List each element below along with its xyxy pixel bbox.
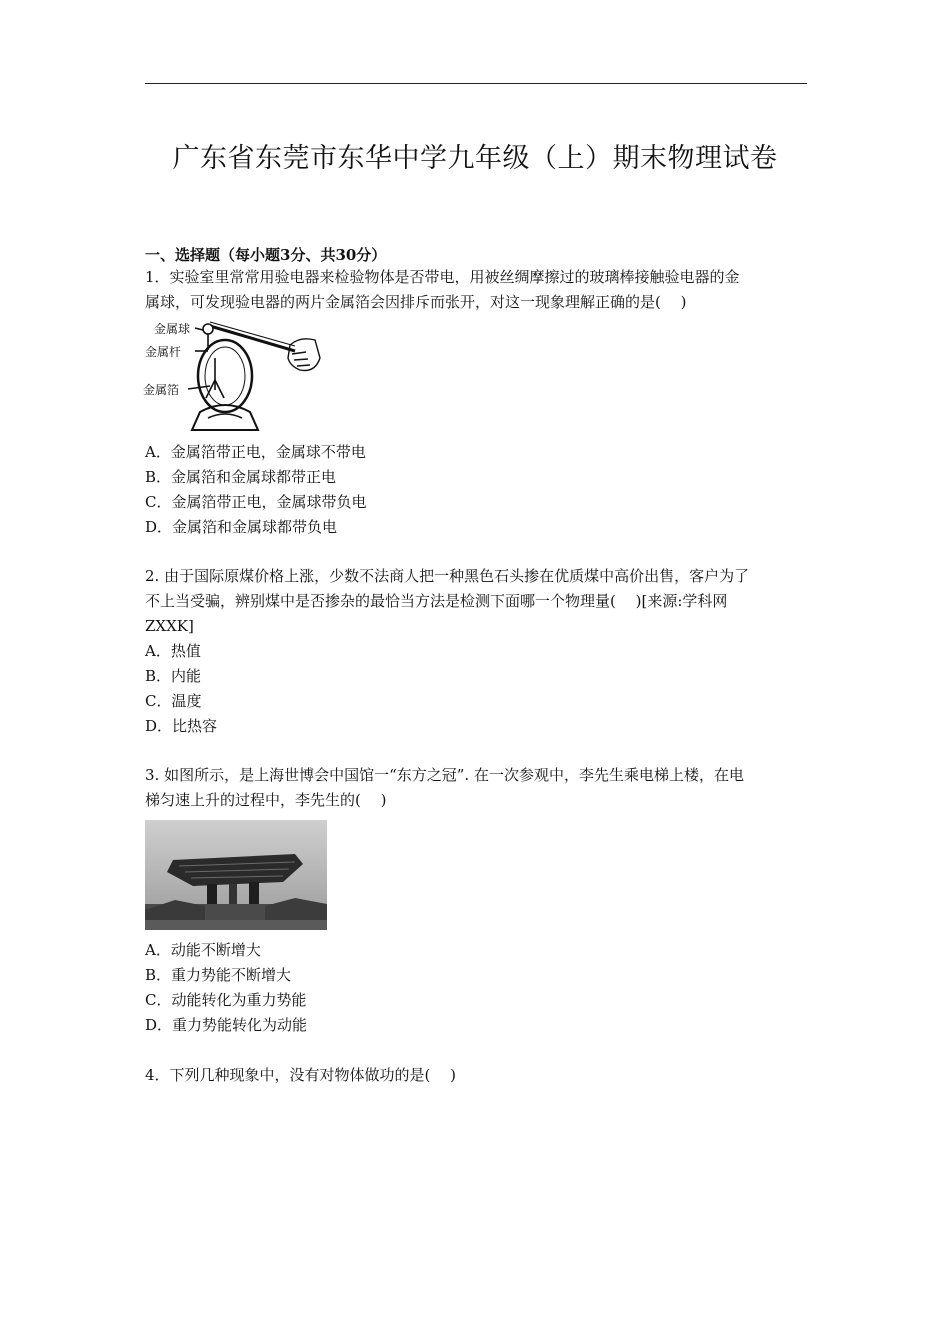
question-2-option-d: D．比热容 (145, 717, 218, 735)
page-title: 广东省东莞市东华中学九年级（上）期末物理试卷 (172, 143, 778, 174)
question-1-option-c: C．金属箔带正电，金属球带负电 (145, 493, 367, 511)
question-3-option-c: C．动能转化为重力势能 (145, 991, 307, 1009)
figure-label-rod: 金属杆 (145, 345, 182, 359)
question-3-option-b: B．重力势能不断增大 (145, 966, 292, 984)
question-1-line-2: 属球，可发现验电器的两片金属箔会因排斥而张开，对这一现象理解正确的是( ) (145, 293, 687, 311)
question-3-line-1: 3. 如图所示，是上海世博会中国馆一“东方之冠”. 在一次参观中，李先生乘电梯上楼，在电 (145, 766, 744, 784)
question-2-option-a: A．热值 (145, 642, 201, 660)
china-pavilion-photo (145, 820, 327, 930)
figure-label-ball: 金属球 (154, 322, 191, 336)
question-1-option-b: B．金属箔和金属球都带正电 (145, 468, 337, 486)
question-3-option-d: D．重力势能转化为动能 (145, 1016, 308, 1034)
figure-label-foil: 金属箔 (143, 383, 180, 397)
question-3-line-2: 梯匀速上升的过程中，李先生的( ) (145, 791, 387, 809)
question-1-line-1: 1．实验室里常常用验电器来检验物体是否带电，用被丝绸摩擦过的玻璃棒接触验电器的金 (145, 268, 740, 286)
question-3-option-a: A．动能不断增大 (145, 941, 261, 959)
question-2-line-1: 2. 由于国际原煤价格上涨，少数不法商人把一种黑色石头掺在优质煤中高价出售，客户为了 (145, 567, 750, 585)
question-1-option-a: A．金属箔带正电，金属球不带电 (145, 443, 366, 461)
question-2-line-2: 不上当受骗，辨别煤中是否掺杂的最恰当方法是检测下面哪一个物理量( )[来源:学科网 (145, 592, 728, 610)
question-1-option-d: D．金属箔和金属球都带负电 (145, 518, 338, 536)
question-4-line-1: 4．下列几种现象中，没有对物体做功的是( ) (145, 1066, 457, 1084)
question-2-option-c: C．温度 (145, 692, 202, 710)
question-2-line-3: ZXXK] (145, 617, 194, 635)
question-2-option-b: B．内能 (145, 667, 202, 685)
header-rule (145, 83, 807, 84)
leader-line-ball (195, 328, 203, 330)
electroscope-figure (140, 318, 322, 436)
section-heading: 一、选择题（每小题3分、共30分） (145, 246, 387, 264)
